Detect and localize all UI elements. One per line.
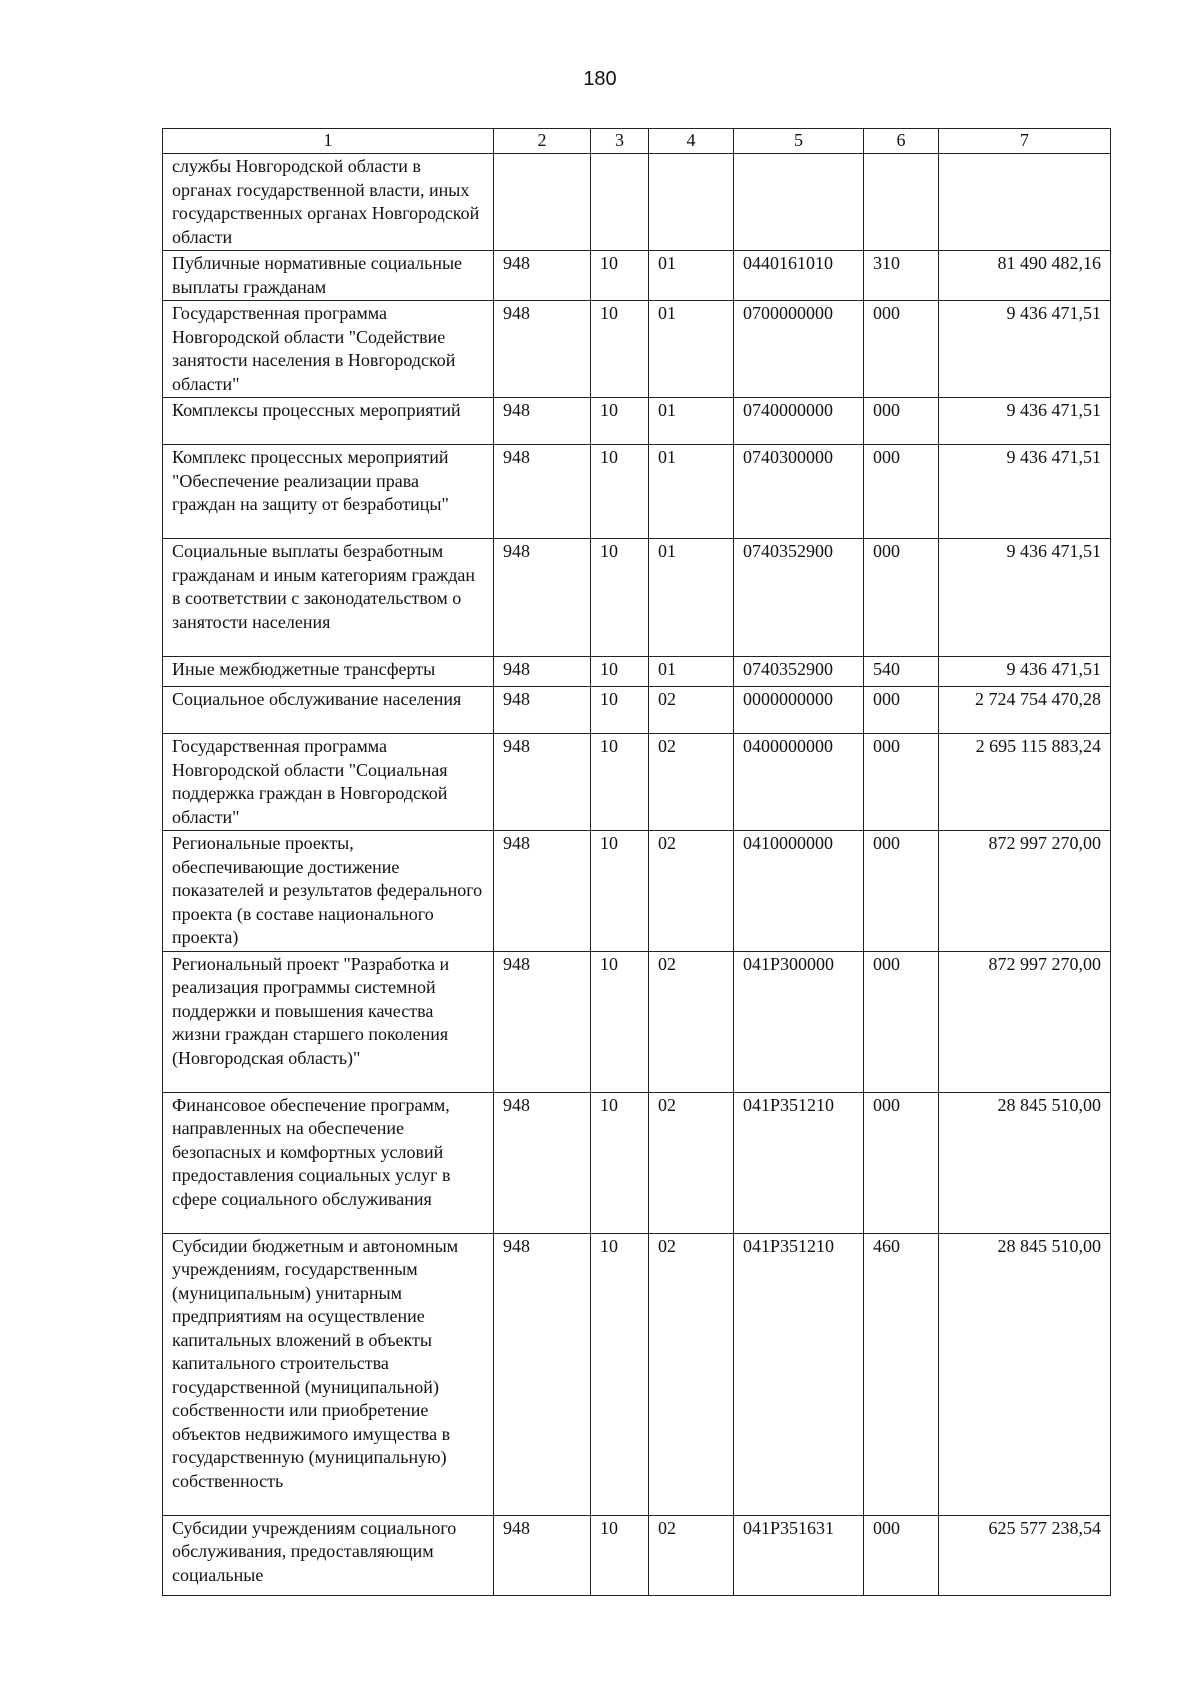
- item-name: Социальные выплаты безработным гражданам и иным категориям граждан в соответствии с законодательством о занятости населения: [163, 539, 494, 657]
- section-code: 10: [591, 539, 649, 657]
- section-code: 10: [591, 445, 649, 539]
- table-row: [163, 1092, 1111, 1233]
- expense-type-code: 000: [864, 687, 939, 734]
- column-header: 5: [734, 129, 864, 154]
- subsection-code: 02: [649, 1233, 734, 1515]
- section-code: 10: [591, 1092, 649, 1233]
- item-name: службы Новгородской области в органах государственной власти, иных государственных органах Новгородской области: [163, 154, 494, 251]
- section-code: 10: [591, 687, 649, 734]
- header-row: [163, 129, 1111, 154]
- amount: 872 997 270,00: [939, 951, 1111, 1092]
- column-header: 3: [591, 129, 649, 154]
- ministry-code: [494, 154, 591, 251]
- subsection-code: 02: [649, 1092, 734, 1233]
- ministry-code: 948: [494, 398, 591, 445]
- ministry-code: 948: [494, 1515, 591, 1595]
- amount: 9 436 471,51: [939, 398, 1111, 445]
- target-article-code: 0740000000: [734, 398, 864, 445]
- column-header: 1: [163, 129, 494, 154]
- table-row: [163, 831, 1111, 952]
- section-code: [591, 154, 649, 251]
- target-article-code: 041Р351210: [734, 1233, 864, 1515]
- amount: 2 724 754 470,28: [939, 687, 1111, 734]
- table-row: [163, 687, 1111, 734]
- subsection-code: 02: [649, 734, 734, 831]
- expense-type-code: 460: [864, 1233, 939, 1515]
- subsection-code: 02: [649, 687, 734, 734]
- target-article-code: 0740300000: [734, 445, 864, 539]
- column-header: 4: [649, 129, 734, 154]
- column-header: 7: [939, 129, 1111, 154]
- subsection-code: [649, 154, 734, 251]
- table-row: [163, 1515, 1111, 1595]
- ministry-code: 948: [494, 539, 591, 657]
- expense-type-code: 000: [864, 831, 939, 952]
- ministry-code: 948: [494, 445, 591, 539]
- target-article-code: [734, 154, 864, 251]
- section-code: 10: [591, 1515, 649, 1595]
- expense-type-code: 000: [864, 1515, 939, 1595]
- table-row: [163, 154, 1111, 251]
- amount: 9 436 471,51: [939, 657, 1111, 687]
- subsection-code: 02: [649, 1515, 734, 1595]
- column-header: 6: [864, 129, 939, 154]
- section-code: 10: [591, 657, 649, 687]
- expense-type-code: 000: [864, 445, 939, 539]
- amount: 625 577 238,54: [939, 1515, 1111, 1595]
- table-row: [163, 951, 1111, 1092]
- target-article-code: 0000000000: [734, 687, 864, 734]
- subsection-code: 01: [649, 539, 734, 657]
- amount: 28 845 510,00: [939, 1092, 1111, 1233]
- table-row: [163, 251, 1111, 301]
- expense-type-code: 000: [864, 1092, 939, 1233]
- table-row: [163, 734, 1111, 831]
- table-body: [163, 154, 1111, 1596]
- item-name: Комплексы процессных мероприятий: [163, 398, 494, 445]
- expense-type-code: 540: [864, 657, 939, 687]
- subsection-code: 02: [649, 951, 734, 1092]
- item-name: Субсидии учреждениям социального обслуживания, предоставляющим социальные: [163, 1515, 494, 1595]
- budget-table: [162, 128, 1111, 1596]
- subsection-code: 01: [649, 445, 734, 539]
- ministry-code: 948: [494, 831, 591, 952]
- ministry-code: 948: [494, 301, 591, 398]
- item-name: Субсидии бюджетным и автономным учреждениям, государственным (муниципальным) унитарным предприятиям на осуществление капитальных вложений в объекты капитального строительства государственной (муниципальной) собственности или приобретение объектов недвижимого имущества в государственную (муниципальную) собственность: [163, 1233, 494, 1515]
- section-code: 10: [591, 251, 649, 301]
- item-name: Социальное обслуживание населения: [163, 687, 494, 734]
- amount: 9 436 471,51: [939, 445, 1111, 539]
- target-article-code: 0740352900: [734, 657, 864, 687]
- expense-type-code: [864, 154, 939, 251]
- ministry-code: 948: [494, 657, 591, 687]
- table-header: [163, 129, 1111, 154]
- amount: 9 436 471,51: [939, 301, 1111, 398]
- ministry-code: 948: [494, 251, 591, 301]
- subsection-code: 01: [649, 657, 734, 687]
- expense-type-code: 000: [864, 734, 939, 831]
- target-article-code: 041Р351210: [734, 1092, 864, 1233]
- ministry-code: 948: [494, 1233, 591, 1515]
- table-row: [163, 301, 1111, 398]
- target-article-code: 0440161010: [734, 251, 864, 301]
- amount: 2 695 115 883,24: [939, 734, 1111, 831]
- target-article-code: 0400000000: [734, 734, 864, 831]
- table-row: [163, 445, 1111, 539]
- target-article-code: 0740352900: [734, 539, 864, 657]
- table-row: [163, 657, 1111, 687]
- amount: [939, 154, 1111, 251]
- target-article-code: 0700000000: [734, 301, 864, 398]
- table-row: [163, 539, 1111, 657]
- page-number: 180: [583, 68, 617, 90]
- section-code: 10: [591, 951, 649, 1092]
- subsection-code: 01: [649, 251, 734, 301]
- table-row: [163, 398, 1111, 445]
- ministry-code: 948: [494, 687, 591, 734]
- section-code: 10: [591, 831, 649, 952]
- amount: 28 845 510,00: [939, 1233, 1111, 1515]
- expense-type-code: 000: [864, 951, 939, 1092]
- expense-type-code: 000: [864, 539, 939, 657]
- expense-type-code: 000: [864, 398, 939, 445]
- item-name: Региональный проект "Разработка и реализация программы системной поддержки и повышения качества жизни граждан старшего поколения (Новгородская область)": [163, 951, 494, 1092]
- item-name: Региональные проекты, обеспечивающие достижение показателей и результатов федерального проекта (в составе национального проекта): [163, 831, 494, 952]
- ministry-code: 948: [494, 1092, 591, 1233]
- section-code: 10: [591, 1233, 649, 1515]
- section-code: 10: [591, 734, 649, 831]
- ministry-code: 948: [494, 734, 591, 831]
- amount: 81 490 482,16: [939, 251, 1111, 301]
- section-code: 10: [591, 301, 649, 398]
- item-name: Государственная программа Новгородской области "Социальная поддержка граждан в Новгородской области": [163, 734, 494, 831]
- subsection-code: 01: [649, 398, 734, 445]
- subsection-code: 01: [649, 301, 734, 398]
- ministry-code: 948: [494, 951, 591, 1092]
- amount: 9 436 471,51: [939, 539, 1111, 657]
- item-name: Публичные нормативные социальные выплаты гражданам: [163, 251, 494, 301]
- item-name: Государственная программа Новгородской области "Содействие занятости населения в Новгородской области": [163, 301, 494, 398]
- amount: 872 997 270,00: [939, 831, 1111, 952]
- expense-type-code: 000: [864, 301, 939, 398]
- target-article-code: 041Р300000: [734, 951, 864, 1092]
- target-article-code: 041Р351631: [734, 1515, 864, 1595]
- item-name: Финансовое обеспечение программ, направленных на обеспечение безопасных и комфортных условий предоставления социальных услуг в сфере социального обслуживания: [163, 1092, 494, 1233]
- target-article-code: 0410000000: [734, 831, 864, 952]
- column-header: 2: [494, 129, 591, 154]
- item-name: Иные межбюджетные трансферты: [163, 657, 494, 687]
- table-row: [163, 1233, 1111, 1515]
- subsection-code: 02: [649, 831, 734, 952]
- expense-type-code: 310: [864, 251, 939, 301]
- section-code: 10: [591, 398, 649, 445]
- item-name: Комплекс процессных мероприятий "Обеспечение реализации права граждан на защиту от безработицы": [163, 445, 494, 539]
